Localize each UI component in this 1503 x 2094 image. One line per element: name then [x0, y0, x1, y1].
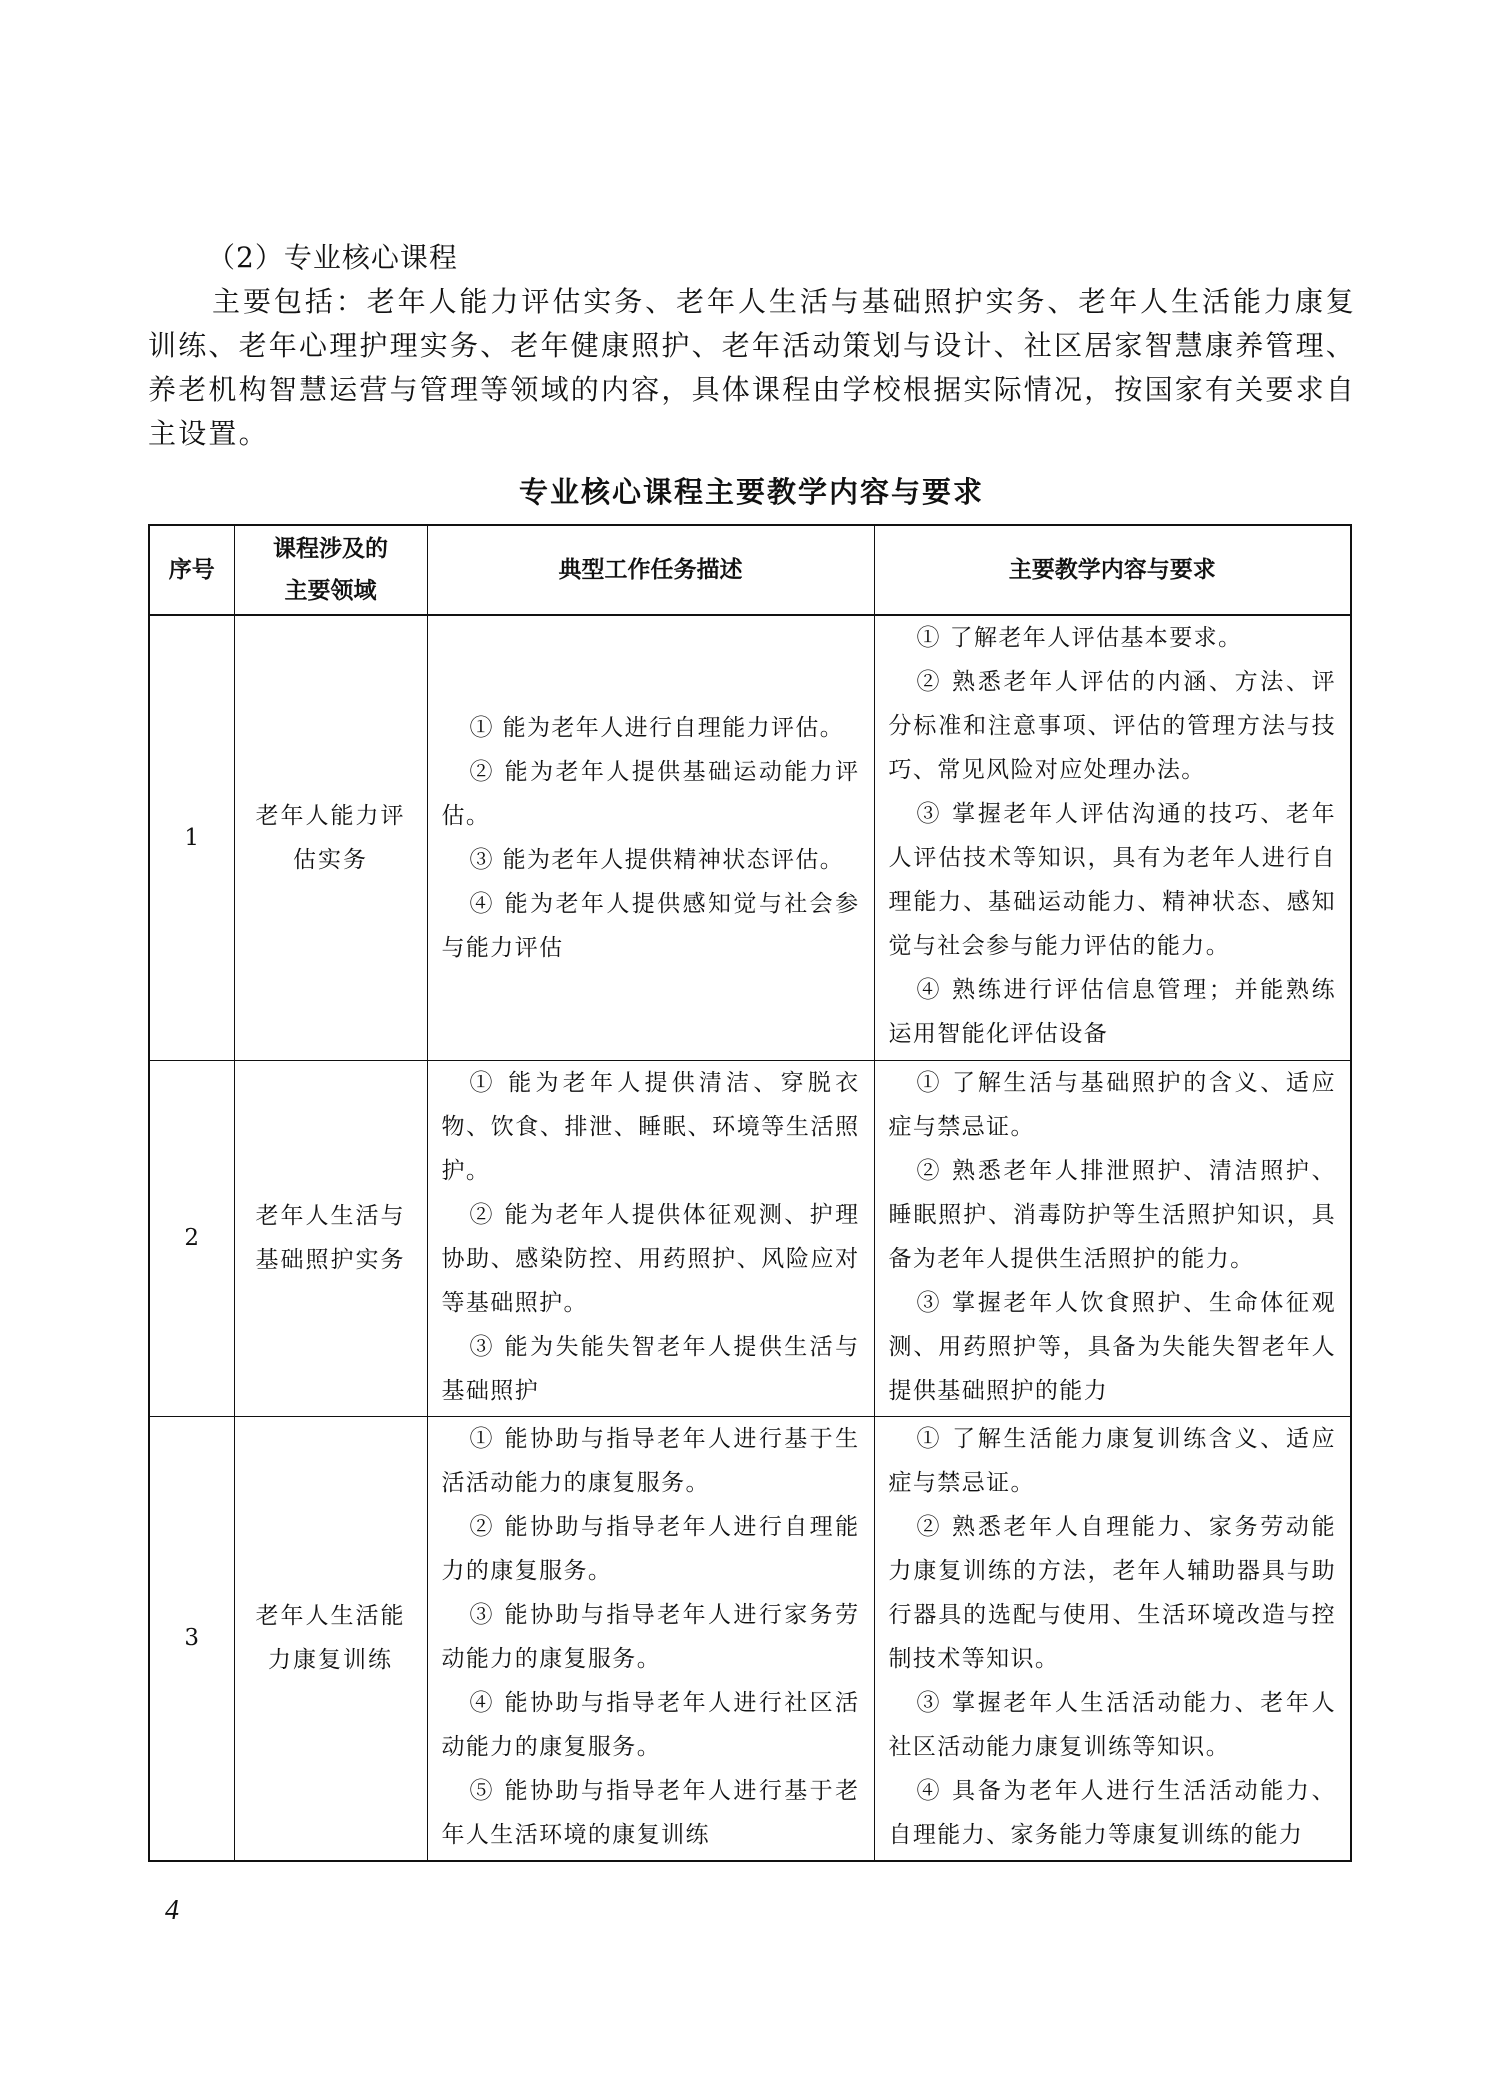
- content-item: ① 了解老年人评估基本要求。: [916, 625, 1243, 651]
- task-item: ④ 能为老年人提供感知觉与社会参与能力评估: [441, 890, 860, 961]
- page-number: 4: [165, 1895, 179, 1926]
- section-heading: （2）专业核心课程: [207, 241, 458, 274]
- row-content: [874, 615, 1351, 1060]
- row-domain: 老年人生活与基础照护实务: [234, 1060, 427, 1416]
- row-tasks: [427, 1060, 874, 1416]
- content-item: ① 了解生活能力康复训练含义、适应症与禁忌证。: [888, 1425, 1336, 1496]
- task-item: ① 能为老年人提供清洁、穿脱衣物、饮食、排泄、睡眠、环境等生活照护。: [441, 1069, 860, 1184]
- header-tasks: 典型工作任务描述: [427, 525, 874, 615]
- task-item: ④ 能协助与指导老年人进行社区活动能力的康复服务。: [441, 1689, 860, 1760]
- row-domain: 老年人生活能力康复训练: [234, 1416, 427, 1861]
- section-intro-paragraph: 主要包括：老年人能力评估实务、老年人生活与基础照护实务、老年人生活能力康复训练、老年心理护理实务、老年健康照护、老年活动策划与设计、社区居家智慧康养管理、养老机构智慧运营与管理等领域的内容，具体课程由学校根据实际情况，按国家有关要求自主设置。: [148, 285, 1357, 450]
- row-tasks: [427, 615, 874, 1060]
- task-item: ⑤ 能协助与指导老年人进行基于老年人生活环境的康复训练: [441, 1777, 860, 1848]
- task-item: ② 能协助与指导老年人进行自理能力的康复服务。: [441, 1513, 860, 1584]
- row-content: [874, 1060, 1351, 1416]
- content-item: ④ 熟练进行评估信息管理；并能熟练运用智能化评估设备: [888, 977, 1336, 1047]
- row-number: 3: [149, 1416, 234, 1861]
- task-item: ③ 能为老年人提供精神状态评估。: [469, 846, 845, 873]
- header-domain: 课程涉及的主要领域: [234, 525, 427, 615]
- content-item: ③ 掌握老年人生活活动能力、老年人社区活动能力康复训练等知识。: [888, 1689, 1336, 1760]
- row-number: 1: [149, 615, 234, 1060]
- table-header-row: [149, 525, 1351, 615]
- core-course-table: [148, 524, 1352, 1862]
- table-row: [149, 1416, 1351, 1861]
- header-num: 序号: [149, 525, 234, 615]
- content-item: ② 熟悉老年人评估的内涵、方法、评分标准和注意事项、评估的管理方法与技巧、常见风险对应处理办法。: [888, 669, 1336, 783]
- content-item: ④ 具备为老年人进行生活活动能力、自理能力、家务能力等康复训练的能力: [888, 1777, 1336, 1848]
- content-item: ① 了解生活与基础照护的含义、适应症与禁忌证。: [888, 1069, 1336, 1140]
- content-item: ③ 掌握老年人评估沟通的技巧、老年人评估技术等知识，具有为老年人进行自理能力、基础运动能力、精神状态、感知觉与社会参与能力评估的能力。: [888, 801, 1336, 959]
- task-item: ① 能为老年人进行自理能力评估。: [469, 714, 845, 741]
- table-title: 专业核心课程主要教学内容与要求: [518, 475, 984, 509]
- header-content: 主要教学内容与要求: [874, 525, 1351, 615]
- content-item: ③ 掌握老年人饮食照护、生命体征观测、用药照护等，具备为失能失智老年人提供基础照护的能力: [888, 1289, 1336, 1404]
- task-item: ③ 能协助与指导老年人进行家务劳动能力的康复服务。: [441, 1601, 860, 1672]
- row-content: [874, 1416, 1351, 1861]
- content-item: ② 熟悉老年人自理能力、家务劳动能力康复训练的方法，老年人辅助器具与助行器具的选配与使用、生活环境改造与控制技术等知识。: [888, 1513, 1336, 1672]
- row-number: 2: [149, 1060, 234, 1416]
- task-item: ② 能为老年人提供体征观测、护理协助、感染防控、用药照护、风险应对等基础照护。: [441, 1201, 860, 1316]
- content-item: ② 熟悉老年人排泄照护、清洁照护、睡眠照护、消毒防护等生活照护知识，具备为老年人提供生活照护的能力。: [888, 1157, 1336, 1272]
- row-domain: 老年人能力评估实务: [234, 615, 427, 1060]
- task-item: ③ 能为失能失智老年人提供生活与基础照护: [441, 1333, 860, 1404]
- task-item: ② 能为老年人提供基础运动能力评估。: [441, 758, 860, 829]
- table-row: [149, 615, 1351, 1060]
- table-row: [149, 1060, 1351, 1416]
- task-item: ① 能协助与指导老年人进行基于生活活动能力的康复服务。: [441, 1425, 860, 1496]
- row-tasks: [427, 1416, 874, 1861]
